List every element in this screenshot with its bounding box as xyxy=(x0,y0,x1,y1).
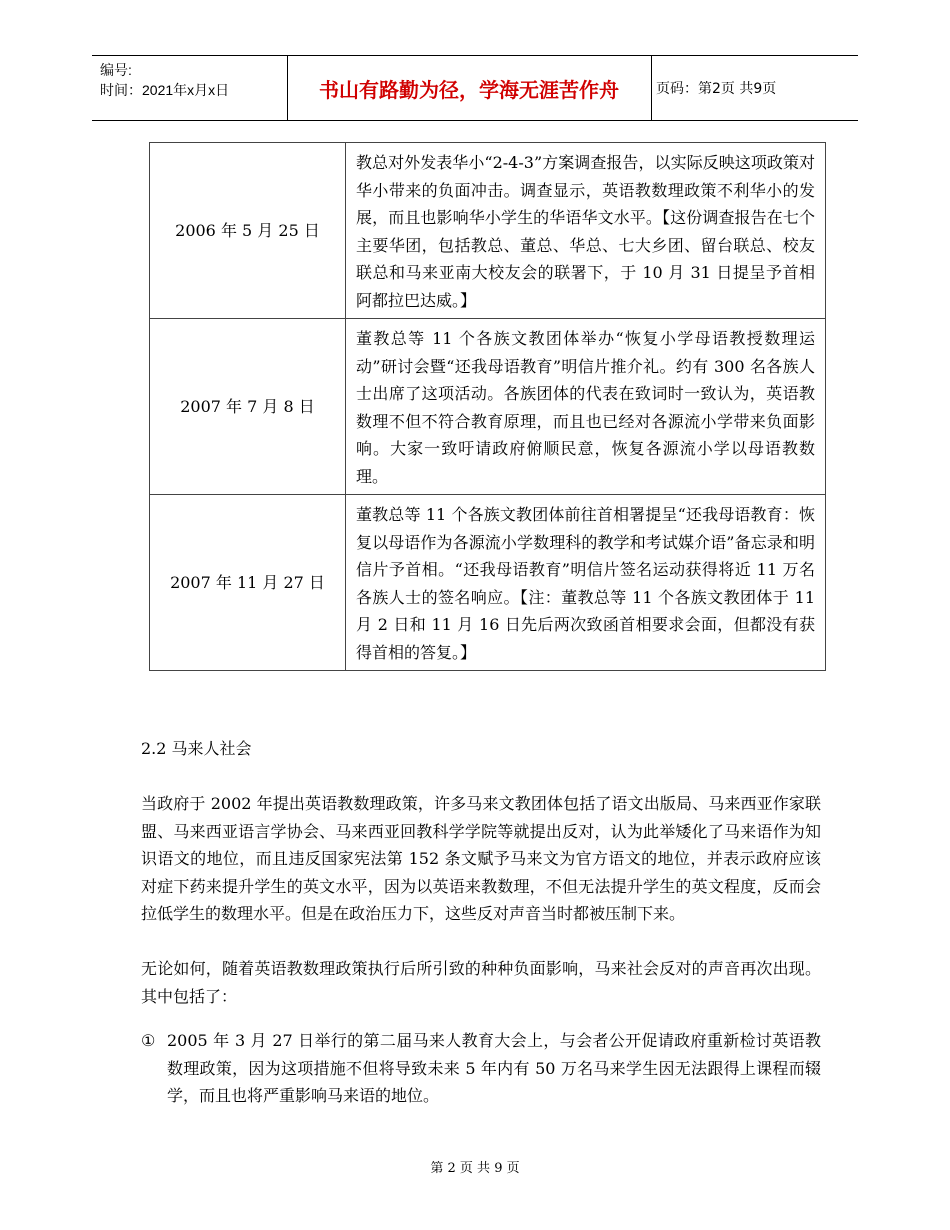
header-page-info: 页码：第2页 共9页 xyxy=(656,81,777,97)
number-label: 编号: xyxy=(100,62,132,78)
header-meta xyxy=(100,60,229,100)
event-description: 教总对外发表华小“2-4-3”方案调查报告，以实际反映这项政策对华小带来的负面冲击。调查显示，英语教数理政策不利华小的发展，而且也影响华小学生的华语华文水平。【这份调查报告在七个主要华团，包括教总、董总、华总、七大乡团、留台联总、校友联总和马来亚南大校友会的联署下，于 10 月 31 日提呈予首相阿都拉巴达威。】 xyxy=(346,143,826,319)
page-footer: 第 2 页 共 9 页 xyxy=(430,1161,520,1176)
paragraph: 当政府于 2002 年提出英语教数理政策，许多马来文教团体包括了语文出版局、马来西亚作家联盟、马来西亚语言学协会、马来西亚回教科学学院等就提出反对，认为此举矮化了马来语作为知识语文的地位，而且违反国家宪法第 152 条文赋予马来文为官方语文的地位，并表示政府应该对症下药来提升学生的英文水平，因为以英语来教数理，不但无法提升学生的英文程度，反而会拉低学生的数理水平。但是在政治压力下，这些反对声音当时都被压制下来。 xyxy=(141,794,821,923)
event-date: 2007 年 7 月 8 日 xyxy=(150,319,346,495)
header-motto: 书山有路勤为径，学海无涯苦作舟 xyxy=(319,77,619,102)
page-header xyxy=(92,55,858,121)
list-item-text: 2005 年 3 月 27 日举行的第二届马来人教育大会上，与会者公开促请政府重新检讨英语教数理政策，因为这项措施不但将导致未来 5 年内有 50 万名马来学生因无法跟得上课程而辍学，而且也将严重影响马来语的地位。 xyxy=(167,1031,821,1105)
time-label: 时间：2021年x月x日 xyxy=(100,82,230,98)
section-heading: 2.2 马来人社会 xyxy=(141,739,252,758)
header-divider xyxy=(651,56,652,120)
header-divider xyxy=(287,56,288,120)
paragraph: 无论如何，随着英语教数理政策执行后所引致的种种负面影响，马来社会反对的声音再次出现。其中包括了： xyxy=(141,959,821,1006)
event-date: 2006 年 5 月 25 日 xyxy=(150,143,346,319)
table-row xyxy=(150,143,826,319)
table-row xyxy=(150,319,826,495)
event-date: 2007 年 11 月 27 日 xyxy=(150,495,346,671)
list-item xyxy=(141,1027,821,1110)
event-description: 董教总等 11 个各族文教团体举办“恢复小学母语教授数理运动”研讨会暨“还我母语教育”明信片推介礼。约有 300 名各族人士出席了这项活动。各族团体的代表在致词时一致认为，英语教数理不但不符合教育原理，而且也已经对各源流小学带来负面影响。大家一致吁请政府俯顺民意，恢复各源流小学以母语教数理。 xyxy=(346,319,826,495)
event-description: 董教总等 11 个各族文教团体前往首相署提呈“还我母语教育：恢复以母语作为各源流小学数理科的教学和考试媒介语”备忘录和明信片予首相。“还我母语教育”明信片签名运动获得将近 11 万名各族人士的签名响应。【注：董教总等 11 个各族文教团体于 11 月 2 日和 11 月 16 日先后两次致函首相要求会面，但都没有获得首相的答复。】 xyxy=(346,495,826,671)
events-table xyxy=(149,142,826,671)
table-row xyxy=(150,495,826,671)
list-item-number: ① xyxy=(141,1031,156,1050)
